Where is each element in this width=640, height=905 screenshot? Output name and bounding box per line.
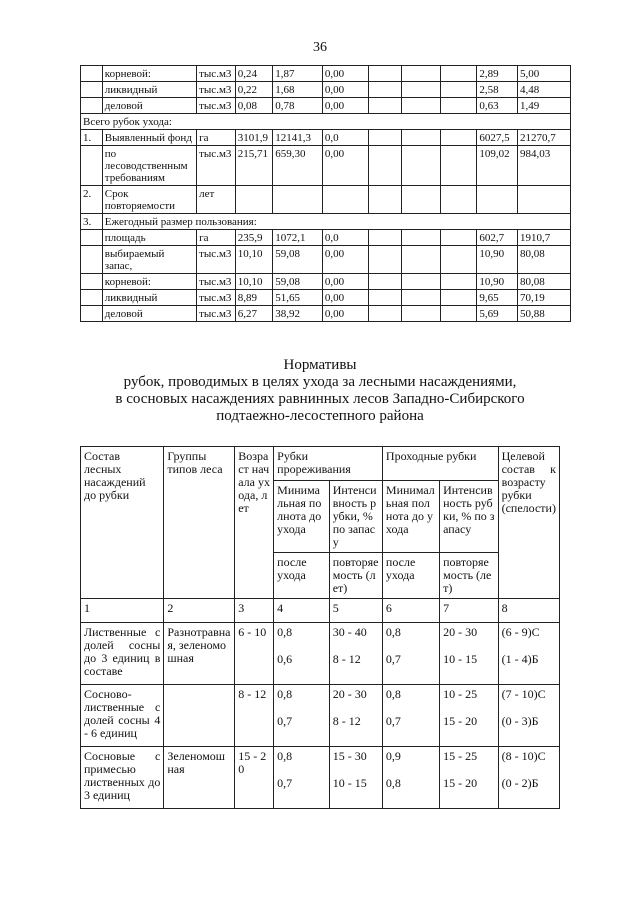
header-after-2: после ухода — [382, 553, 439, 599]
value-cell: 109,02 — [477, 146, 518, 186]
composition-cell: Лиственные с долей сосны до 3 единиц в составе — [81, 623, 164, 685]
forest-group-cell — [164, 685, 235, 747]
row-name: Срок повторяемости — [102, 186, 196, 214]
row-unit: га — [197, 230, 236, 246]
value-cell: 10,10 — [235, 246, 272, 274]
table-row — [81, 685, 560, 747]
value-cell: 0,00 — [322, 82, 368, 98]
row-number — [81, 290, 103, 306]
row-number — [81, 246, 103, 274]
row-unit: тыс.м3 — [197, 274, 236, 290]
table-row — [81, 130, 571, 146]
value-cell: 1,68 — [273, 82, 323, 98]
value-cell: 6,27 — [235, 306, 272, 322]
row-number — [81, 274, 103, 290]
paired-value-cell — [274, 747, 330, 809]
section-annual-title: Ежегодный размер пользования: — [102, 214, 570, 230]
value-cell — [518, 186, 571, 214]
header-repeat-1: повторяемость (лет) — [329, 553, 382, 599]
paired-value-cell — [440, 685, 499, 747]
value-cell — [441, 290, 477, 306]
forest-group-cell: Зеленомошная — [164, 747, 235, 809]
value-cell: 0,22 — [235, 82, 272, 98]
table-row — [81, 290, 571, 306]
value-cell: 1,49 — [518, 98, 571, 114]
row-unit: тыс.м3 — [197, 306, 236, 322]
heading-line-4: подтаежно-лесостепного района — [216, 408, 424, 424]
table-row — [81, 274, 571, 290]
value-cell: 50,88 — [518, 306, 571, 322]
value-cell — [402, 186, 441, 214]
value-cell — [273, 186, 323, 214]
value-cell — [369, 230, 402, 246]
row-unit: тыс.м3 — [197, 82, 236, 98]
value-cell: 235,9 — [235, 230, 272, 246]
column-number: 1 — [81, 599, 164, 623]
value-bottom: 8 - 12 — [332, 652, 361, 666]
value-cell: 10,90 — [477, 274, 518, 290]
value-cell: 1072,1 — [273, 230, 323, 246]
row-name: деловой — [102, 306, 196, 322]
value-bottom: 0,7 — [277, 714, 293, 728]
value-top: 0,8 — [277, 749, 293, 763]
value-cell: 59,08 — [273, 274, 323, 290]
start-age-cell: 15 - 20 — [235, 747, 274, 809]
value-bottom: 15 - 20 — [443, 714, 478, 728]
column-number: 5 — [329, 599, 382, 623]
value-top: 0,8 — [277, 687, 293, 701]
value-cell: 2,89 — [477, 66, 518, 82]
section-row — [81, 114, 571, 130]
value-cell — [402, 306, 441, 322]
value-bottom: (1 - 4)Б — [501, 652, 539, 666]
paired-value-cell — [382, 747, 439, 809]
value-top: (6 - 9)С — [501, 625, 540, 639]
value-top: 20 - 30 — [443, 625, 478, 639]
header-composition: Состав лесных насаждений до рубки — [81, 447, 164, 599]
composition-cell: Сосново-лиственные с долей сосны 4 - 6 единиц — [81, 685, 164, 747]
value-bottom: 8 - 12 — [332, 714, 361, 728]
row-name: корневой: — [102, 66, 196, 82]
value-top: 30 - 40 — [332, 625, 367, 639]
value-bottom: 10 - 15 — [443, 652, 478, 666]
value-cell: 12141,3 — [273, 130, 323, 146]
row-name: по лесоводственным требованиям — [102, 146, 196, 186]
value-cell — [441, 246, 477, 274]
table-row — [81, 186, 571, 214]
paired-value-cell — [274, 623, 330, 685]
table-row — [81, 306, 571, 322]
value-bottom: (0 - 2)Б — [501, 776, 539, 790]
value-cell — [369, 130, 402, 146]
value-cell: 215,71 — [235, 146, 272, 186]
row-number — [81, 230, 103, 246]
value-cell: 5,00 — [518, 66, 571, 82]
composition-cell: Сосновые с примесью лиственных до 3 единиц — [81, 747, 164, 809]
heading-title: Нормативы — [283, 357, 357, 373]
value-cell — [441, 130, 477, 146]
paired-value-cell — [498, 623, 559, 685]
norms-heading — [0, 357, 640, 425]
row-unit: лет — [197, 186, 236, 214]
value-cell: 5,69 — [477, 306, 518, 322]
value-cell: 659,30 — [273, 146, 323, 186]
value-bottom: 0,7 — [385, 652, 401, 666]
value-top: 15 - 30 — [332, 749, 367, 763]
value-bottom: 10 - 15 — [332, 776, 367, 790]
row-name: площадь — [102, 230, 196, 246]
paired-value-cell — [440, 623, 499, 685]
value-cell — [441, 82, 477, 98]
table-row — [81, 66, 571, 82]
value-cell: 0,08 — [235, 98, 272, 114]
value-cell: 2,58 — [477, 82, 518, 98]
value-cell — [235, 186, 272, 214]
header-start-age: Возраст начала ухода, лет — [235, 447, 274, 599]
table-row — [81, 747, 560, 809]
row-name: корневой: — [102, 274, 196, 290]
table-row — [81, 623, 560, 685]
value-cell — [369, 146, 402, 186]
row-unit: тыс.м3 — [197, 66, 236, 82]
paired-value-cell — [498, 747, 559, 809]
column-number: 6 — [382, 599, 439, 623]
value-cell — [369, 66, 402, 82]
value-cell: 602,7 — [477, 230, 518, 246]
value-cell — [441, 230, 477, 246]
paired-value-cell — [274, 685, 330, 747]
forest-group-cell: Разнотравная, зеленомошная — [164, 623, 235, 685]
value-cell: 0,0 — [322, 130, 368, 146]
value-top: 0,9 — [385, 749, 401, 763]
header-forest-groups: Группы типов леса — [164, 447, 235, 599]
column-number: 8 — [498, 599, 559, 623]
value-cell — [477, 186, 518, 214]
value-cell: 3101,9 — [235, 130, 272, 146]
value-cell: 70,19 — [518, 290, 571, 306]
value-cell — [441, 274, 477, 290]
paired-value-cell — [329, 685, 382, 747]
row-name: выбираемый запас, — [102, 246, 196, 274]
value-cell: 0,00 — [322, 306, 368, 322]
value-cell: 80,08 — [518, 246, 571, 274]
value-top: 10 - 25 — [443, 687, 478, 701]
value-cell — [441, 306, 477, 322]
norms-table — [80, 446, 560, 809]
value-cell: 0,00 — [322, 98, 368, 114]
value-cell — [369, 290, 402, 306]
value-top: 0,8 — [277, 625, 293, 639]
value-cell: 21270,7 — [518, 130, 571, 146]
table-row — [81, 82, 571, 98]
value-top: 15 - 25 — [443, 749, 478, 763]
value-cell: 38,92 — [273, 306, 323, 322]
value-cell — [402, 82, 441, 98]
value-cell — [402, 230, 441, 246]
value-cell: 0,00 — [322, 246, 368, 274]
header-after-1: после ухода — [274, 553, 330, 599]
value-top: (7 - 10)С — [501, 687, 546, 701]
value-cell: 984,03 — [518, 146, 571, 186]
paired-value-cell — [329, 623, 382, 685]
value-cell: 0,00 — [322, 66, 368, 82]
section-total-title: Всего рубок ухода: — [81, 114, 571, 130]
value-cell — [369, 246, 402, 274]
value-top: 20 - 30 — [332, 687, 367, 701]
header-target-composition: Целевой состав к возрасту рубки (спелости) — [498, 447, 559, 599]
value-cell: 51,65 — [273, 290, 323, 306]
value-bottom: (0 - 3)Б — [501, 714, 539, 728]
row-number: 1. — [81, 130, 103, 146]
value-cell: 10,10 — [235, 274, 272, 290]
paired-value-cell — [382, 623, 439, 685]
heading-line-2: рубок, проводимых в целях ухода за лесными насаждениями, — [123, 374, 517, 390]
header-repeat-2: повторяемость (лет) — [440, 553, 499, 599]
row-number: 2. — [81, 186, 103, 214]
column-number: 2 — [164, 599, 235, 623]
value-top: 0,8 — [385, 687, 401, 701]
table-row — [81, 98, 571, 114]
value-cell — [369, 306, 402, 322]
heading-line-3: в сосновых насаждениях равнинных лесов Западно-Сибирского — [115, 391, 525, 407]
value-cell — [402, 98, 441, 114]
paired-value-cell — [440, 747, 499, 809]
section-row — [81, 214, 571, 230]
value-cell: 6027,5 — [477, 130, 518, 146]
forest-use-table — [80, 65, 571, 322]
paired-value-cell — [382, 685, 439, 747]
column-number: 4 — [274, 599, 330, 623]
row-number — [81, 146, 103, 186]
value-cell — [441, 186, 477, 214]
column-number: 3 — [235, 599, 274, 623]
row-number — [81, 306, 103, 322]
start-age-cell: 6 - 10 — [235, 623, 274, 685]
row-unit: га — [197, 130, 236, 146]
header-thinning: Рубки прореживания — [274, 447, 383, 481]
start-age-cell: 8 - 12 — [235, 685, 274, 747]
value-cell — [402, 290, 441, 306]
value-bottom: 0,7 — [277, 776, 293, 790]
column-number: 7 — [440, 599, 499, 623]
row-unit: тыс.м3 — [197, 98, 236, 114]
value-cell: 0,63 — [477, 98, 518, 114]
header-passing-cuts: Проходные рубки — [382, 447, 498, 481]
header-intensity-2: Интенсивность рубки, % по запасу — [440, 481, 499, 553]
value-cell: 10,90 — [477, 246, 518, 274]
value-cell — [402, 146, 441, 186]
row-name: деловой — [102, 98, 196, 114]
header-min-density-2: Минимальная полнота до ухода — [382, 481, 439, 553]
value-cell: 4,48 — [518, 82, 571, 98]
value-cell — [441, 98, 477, 114]
value-cell: 0,00 — [322, 274, 368, 290]
value-cell: 1910,7 — [518, 230, 571, 246]
value-cell — [441, 66, 477, 82]
value-bottom: 0,8 — [385, 776, 401, 790]
value-cell: 8,89 — [235, 290, 272, 306]
header-min-density-1: Минимальная полнота до ухода — [274, 481, 330, 553]
value-cell — [369, 82, 402, 98]
table-row — [81, 146, 571, 186]
paired-value-cell — [329, 747, 382, 809]
value-bottom: 0,6 — [277, 652, 293, 666]
row-unit: тыс.м3 — [197, 146, 236, 186]
value-top: (8 - 10)С — [501, 749, 546, 763]
value-cell — [441, 146, 477, 186]
value-cell: 80,08 — [518, 274, 571, 290]
value-cell — [369, 98, 402, 114]
value-cell — [402, 274, 441, 290]
value-cell: 0,00 — [322, 290, 368, 306]
value-cell — [322, 186, 368, 214]
value-cell — [402, 66, 441, 82]
value-cell — [402, 130, 441, 146]
row-unit: тыс.м3 — [197, 290, 236, 306]
value-cell: 0,0 — [322, 230, 368, 246]
value-top: 0,8 — [385, 625, 401, 639]
row-name: Выявленный фонд — [102, 130, 196, 146]
row-number — [81, 98, 103, 114]
value-cell: 0,78 — [273, 98, 323, 114]
value-cell — [402, 246, 441, 274]
table-row — [81, 230, 571, 246]
row-name: ликвидный — [102, 82, 196, 98]
row-number — [81, 66, 103, 82]
value-cell: 0,00 — [322, 146, 368, 186]
value-bottom: 15 - 20 — [443, 776, 478, 790]
value-cell: 59,08 — [273, 246, 323, 274]
value-cell — [369, 274, 402, 290]
row-unit: тыс.м3 — [197, 246, 236, 274]
row-name: ликвидный — [102, 290, 196, 306]
header-intensity-1: Интенсивность рубки, % по запасу — [329, 481, 382, 553]
value-cell: 0,24 — [235, 66, 272, 82]
table-row — [81, 246, 571, 274]
page-number: 36 — [313, 40, 327, 55]
value-cell: 9,65 — [477, 290, 518, 306]
value-cell — [369, 186, 402, 214]
row-number — [81, 82, 103, 98]
row-number: 3. — [81, 214, 103, 230]
paired-value-cell — [498, 685, 559, 747]
value-bottom: 0,7 — [385, 714, 401, 728]
value-cell: 1,87 — [273, 66, 323, 82]
